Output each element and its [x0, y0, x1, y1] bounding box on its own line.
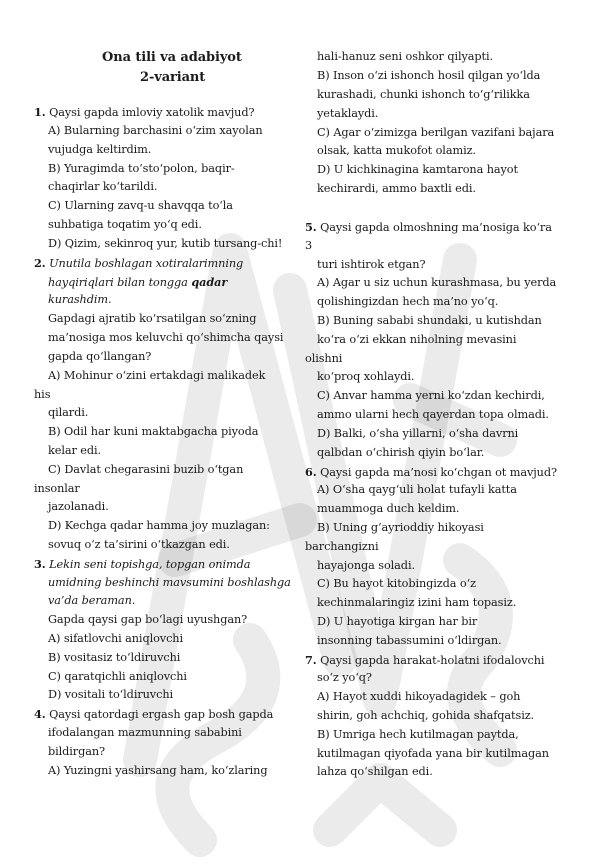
question-text: va’da beraman. — [48, 594, 136, 607]
variant-label: 2-variant — [140, 70, 206, 85]
option-line: D) Qizim, sekinroq yur, kutib tursang-chi! — [48, 237, 283, 250]
option-line: B) Uning g‘ayrioddiy hikoyasi — [317, 521, 484, 534]
question-1: 1. Qaysi gapda imloviy xatolik mavjud? — [34, 105, 255, 119]
question-4: 4. Qaysi qatordagi ergash gap bosh gapda — [34, 707, 274, 721]
question-text: bildirgan? — [48, 745, 106, 758]
option-line: D) U hayotiga kirgan har bir — [317, 615, 478, 628]
question-number: 1. — [34, 105, 46, 119]
option-line: qilardi. — [48, 406, 89, 419]
option-line: kutilmagan qiyofada yana bir kutilmagan — [317, 747, 549, 760]
option-line: chaqirlar ko‘tarildi. — [48, 180, 158, 193]
option-line: D) Balki, o‘sha yillarni, o‘sha davrni — [317, 427, 519, 440]
question-text: so‘z yo‘q? — [317, 671, 372, 684]
option-line: his — [34, 388, 51, 401]
option-line: muammoga duch keldim. — [317, 502, 460, 515]
question-text: umidning beshinchi mavsumini boshlashga — [48, 576, 291, 589]
question-3: 3. Lekin seni topishga, topgan onimda — [34, 557, 251, 571]
option-line: kelar edi. — [48, 444, 101, 457]
question-text: Gapda qaysi gap bo‘lagi uyushgan? — [48, 613, 248, 626]
option-line: qalbdan o‘chirish qiyin bo‘lar. — [317, 446, 485, 459]
option-line: C) Agar o‘zimizga berilgan vazifani bajara — [317, 126, 555, 139]
option-line: A) Mohinur o‘zini ertakdagi malikadek — [48, 369, 266, 382]
question-text: gapda qo‘llangan? — [48, 350, 152, 363]
option-line: B) vositasiz to‘ldiruvchi — [48, 651, 181, 664]
option-line: C) Davlat chegarasini buzib o‘tgan — [48, 463, 244, 476]
option-line: A) sifatlovchi aniqlovchi — [48, 632, 183, 645]
option-line: kurashadi, chunki ishonch to‘g‘rilikka — [317, 88, 530, 101]
question-2: 2. Unutila boshlagan xotiralarimning — [34, 256, 244, 270]
option-line: A) Yuzingni yashirsang ham, ko‘zlaring — [48, 764, 268, 777]
question-text: 3 — [305, 239, 313, 252]
option-line: ko‘ra o‘zi ekkan niholning mevasini — [317, 333, 517, 346]
option-line: C) Bu hayot kitobingizda o‘z — [317, 577, 476, 590]
page-title: Ona tili va adabiyot — [102, 50, 242, 65]
question-text: Gapdagi ajratib ko‘rsatilgan so‘zning — [48, 312, 257, 325]
option-line: insonlar — [34, 482, 80, 495]
option-line: shirin, goh achchiq, gohida shafqatsiz. — [317, 709, 535, 722]
question-number: 5. — [305, 220, 317, 234]
question-number: 4. — [34, 707, 46, 721]
option-line: B) Umriga hech kutilmagan paytda, — [317, 728, 519, 741]
option-line: A) O‘sha qayg‘uli holat tufayli katta — [317, 483, 517, 496]
option-line: C) Ularning zavq-u shavqqa to‘la — [48, 199, 233, 212]
option-line: olsak, katta mukofot olamiz. — [317, 144, 476, 157]
option-line: jazolanadi. — [48, 500, 109, 513]
option-line: B) Buning sababi shundaki, u kutishdan — [317, 314, 542, 327]
question-number: 2. — [34, 256, 46, 270]
option-line: olishni — [305, 352, 343, 365]
question-text: kurashdim. — [48, 293, 112, 306]
question-text: ifodalangan mazmunning sababini — [48, 726, 242, 739]
question-text: turi ishtirok etgan? — [317, 258, 426, 271]
option-line: suhbatiga toqatim yo‘q edi. — [48, 218, 202, 231]
question-text: hayqiriqlari bilan tongga qadar — [48, 275, 228, 289]
question-7: 7. Qaysi gapda harakat-holatni ifodalovchi — [305, 653, 545, 667]
option-line: C) Anvar hamma yerni ko‘zdan kechirdi, — [317, 389, 545, 402]
option-line: hayajonga soladi. — [317, 559, 415, 572]
option-line: kechinmalaringiz izini ham topasiz. — [317, 596, 517, 609]
option-line: sovuq o‘z ta’sirini o‘tkazgan edi. — [48, 538, 230, 551]
option-line: lahza qo‘shilgan edi. — [317, 765, 433, 778]
option-line: yetaklaydi. — [317, 107, 379, 120]
option-line: C) qaratqichli aniqlovchi — [48, 670, 187, 683]
option-line: vujudga keltirdim. — [48, 143, 152, 156]
question-number: 7. — [305, 653, 317, 667]
option-line: A) Bularning barchasini o‘zim xayolan — [48, 124, 263, 137]
option-line: kechirardi, ammo baxtli edi. — [317, 182, 476, 195]
question-text: ma’nosiga mos keluvchi qo‘shimcha qaysi — [48, 331, 284, 344]
option-line: A) Hayot xuddi hikoyadagidek – goh — [317, 690, 521, 703]
option-line: D) vositali to‘ldiruvchi — [48, 688, 174, 701]
option-line: A) Agar u siz uchun kurashmasa, bu yerda — [317, 276, 557, 289]
highlighted-word: qadar — [191, 275, 228, 289]
option-line: B) Odil har kuni maktabgacha piyoda — [48, 425, 259, 438]
option-line: insonning tabassumini o‘ldirgan. — [317, 634, 502, 647]
option-line: B) Yuragimda to‘sto‘polon, baqir- — [48, 162, 235, 175]
option-line: B) Inson o‘zi ishonch hosil qilgan yo‘lda — [317, 69, 541, 82]
option-line: D) Kechga qadar hamma joy muzlagan: — [48, 519, 270, 532]
question-number: 6. — [305, 465, 317, 479]
question-5: 5. Qaysi gapda olmoshning ma’nosiga ko‘ra — [305, 220, 552, 234]
option-line: ko‘proq xohlaydi. — [317, 370, 415, 383]
question-number: 3. — [34, 557, 46, 571]
question-6: 6. Qaysi gapda ma’nosi ko‘chgan ot mavjud? — [305, 465, 557, 479]
option-line: ammo ularni hech qayerdan topa olmadi. — [317, 408, 549, 421]
option-line: qolishingizdan hech ma’no yo‘q. — [317, 295, 499, 308]
option-line: hali-hanuz seni oshkor qilyapti. — [317, 50, 493, 63]
option-line: D) U kichkinagina kamtarona hayot — [317, 163, 518, 176]
option-line: barchangizni — [305, 540, 379, 553]
